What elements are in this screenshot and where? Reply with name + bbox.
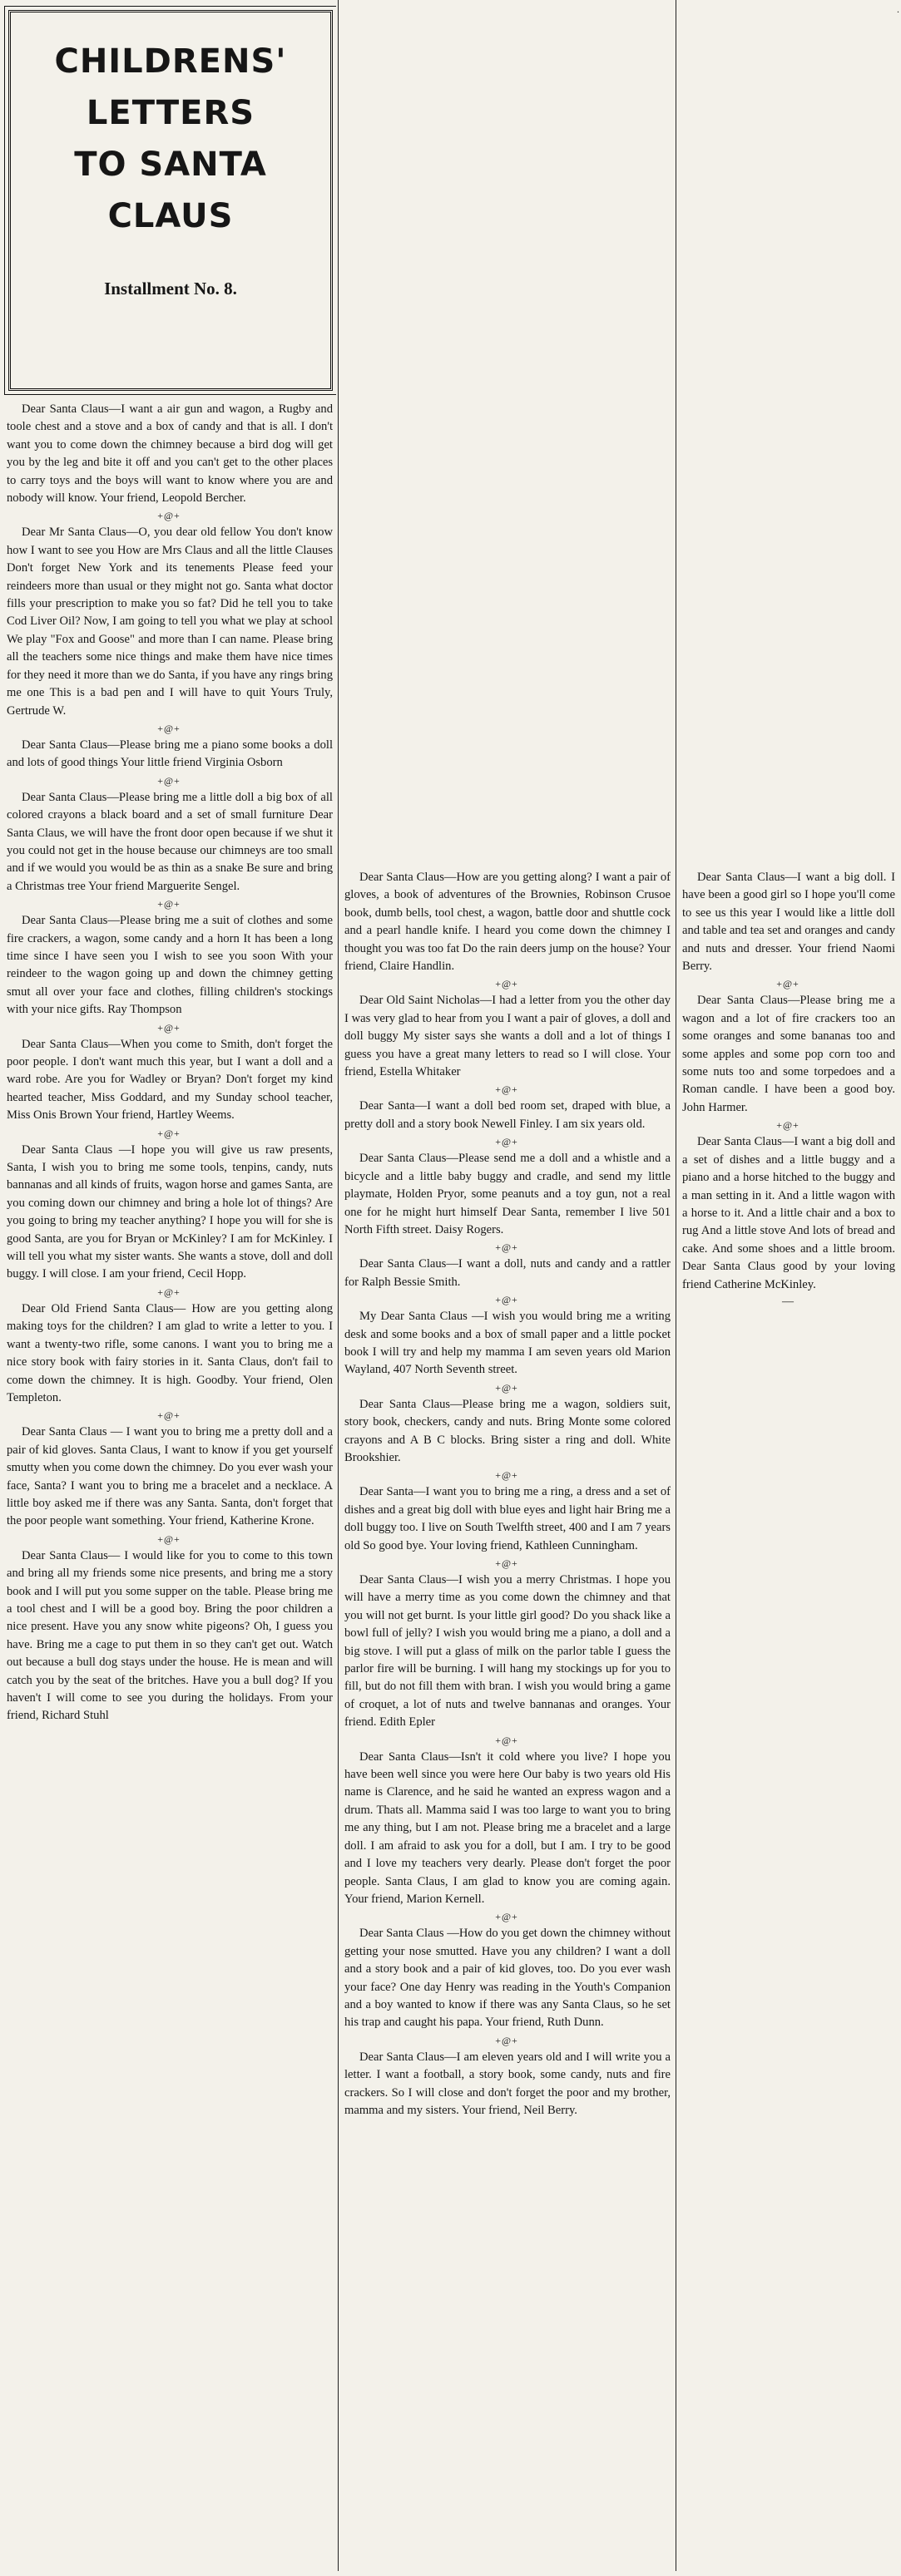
heading-box (8, 10, 333, 391)
letter-paragraph: Dear Santa Claus—I want a doll, nuts and candy and a rattler for Ralph Bessie Smith. (344, 1257, 671, 1289)
letter-separator: +@+ (495, 1557, 518, 1569)
letter-separator: +@+ (157, 1409, 181, 1422)
column-3-letters (677, 869, 899, 1294)
letter-separator: +@+ (157, 1021, 181, 1034)
letter-paragraph: Dear Santa Claus—I want a big doll and a set of dishes and a little buggy and a piano and a horse hitched to the buggy and a man setting in it. And a little wagon with a horse to it. And a little chair and a box to rug And a little stove And lots of bread and cake. And some shoes and a little broom. Dear Santa Claus good by your loving friend Catherine McKinley. (682, 1135, 895, 1291)
letter-separator: +@+ (495, 2034, 518, 2046)
letter-paragraph: Dear Santa Claus—Please bring me a piano some books a doll and lots of good things Your little friend Virginia Osborn (7, 738, 333, 770)
letter-paragraph: Dear Santa Claus —How do you get down the chimney without getting your nose smutted. Have you any children? I want a doll and a story book and a pair of kid gloves, too. Do you ever wash your face? One day Henry was reading in the Youth's Companion and a boy wanted to know if there was any Santa Claus, so he set his trap and caught his papa. Your friend, Ruth Dunn. (344, 1927, 671, 2030)
letter-separator: +@+ (157, 1127, 181, 1139)
letter-separator: +@+ (776, 978, 800, 990)
letter-separator: +@+ (495, 978, 518, 990)
end-mark: — (782, 1295, 794, 1308)
letter-paragraph: Dear Santa Claus —I hope you will give us raw presents, Santa, I wish you to bring me some tools, tenpins, candy, nuts bannanas and all kinds of fruits, wagon horse and games Santa, are you coming down our chimney and bring a hole lot of things? Are you going to bring my teacher anything? I hope you will for she is good Santa, are you for Bryan or McKinley? I am for McKinley. I will tell you what my sister wants. She wants a stove, doll and doll buggy. I will close. I am your friend, Cecil Hopp. (7, 1142, 333, 1281)
letter-paragraph: Dear Santa Claus—I want a air gun and wagon, a Rugby and toole chest and a stove and a box of candy and that is all. I don't want you to come down the chimney because a bird dog will get you by the leg and bite it off and you can't get to the other places to carry toys and the boys will want to know where you are and nobody will know. Your friend, Leopold Bercher. (7, 402, 333, 506)
letter-separator: +@+ (157, 1532, 181, 1545)
letter-paragraph: Dear Old Friend Santa Claus— How are you getting along making toys for the children? I am glad to write a letter to you. I want a twenty-two rifle, some canons. I want you to bring me a nice story book with fairy stories in it. Santa Claus, don't fail to come down the chimney. It is high. Goodby. Your friend, Olen Templeton. (7, 1301, 333, 1404)
letter-paragraph: Dear Mr Santa Claus—O, you dear old fellow You don't know how I want to see you How are Mrs Claus and all the little Clauses Don't forget New York and its tenements Please feed your reindeers more than usual or they might not go. Santa what doctor fills your prescription to make you so fat? Did he tell you to take Cod Liver Oil? Now, I am going to tell you what we play at school We play "Fox and Goose" and more than I can name. Please bring all the teachers some nice things and make them have nice times for they need it more than we do Santa, if you have any rings bring me one This is a bad pen and I will have to quit Yours Truly, Gertrude W. (7, 526, 333, 718)
letter-paragraph: Dear Santa Claus—Please bring me a wagon and a lot of fire crackers too an some oranges and some bananas too and some apples and some pop corn too and some nuts too and some torpedoes and a Roman candle. I have been a good boy. John Harmer. (682, 994, 895, 1114)
letter-separator: +@+ (157, 1286, 181, 1298)
letter-separator: +@+ (495, 1469, 518, 1482)
heading-line-1: CHILDRENS' (54, 42, 287, 81)
letter-separator: +@+ (495, 1136, 518, 1148)
letter-separator: +@+ (495, 1911, 518, 1923)
letter-separator: +@+ (495, 1381, 518, 1394)
letter-paragraph: Dear Santa Claus—I wish you a merry Christmas. I hope you will have a merry time as you come down the chimney and that you will not get burnt. Is your little girl good? Do you shack like a bowl full of jelly? I wish you would bring me a piano, a doll and a big stove. I will put a glass of milk on the parlor table I guess the parlor fire will be burning. I will hang my stockings up for you to fill, but do not fill them with bran. I wish you would bring a game of croquet, a lot of nuts and twelve bannanas and oranges. Your friend. Edith Epler (344, 1573, 671, 1730)
letter-separator: +@+ (157, 774, 181, 787)
letter-paragraph: Dear Santa Claus—When you come to Smith, don't forget the poor people. I don't want much this year, but I want a doll and a ward robe. Are you for Wadley or Bryan? Don't forget my kind hearted teacher, Miss Goddard, and my Sunday school teacher, Miss Onis Brown Your friend, Hartley Weems. (7, 1037, 333, 1123)
letter-paragraph: Dear Santa Claus—Please bring me a suit of clothes and some fire crackers, a wagon, some candy and a horn It has been a long time since I have seen you I wish to see you soon With your reindeer to the wagon going up and down the chimney getting smut all over your face and clothes, filling children's stockings with your nice gifts. Ray Thompson (7, 914, 333, 1017)
column-3 (677, 869, 899, 1310)
column-2-letters (339, 869, 674, 2120)
column-rule (338, 0, 339, 2571)
installment-label: Installment No. 8. (104, 279, 237, 299)
letter-paragraph: Dear Santa Claus—Please bring me a little doll a big box of all colored crayons a black board and a set of small furniture Dear Santa Claus, we will have the front door open because if we shut it you could not get in the house because our chimneys are too small and if we would you would be as thin as a snake Be sure and bring a Christmas tree Your friend Marguerite Sengel. (7, 790, 333, 893)
page-mark: . (897, 3, 899, 15)
column-2 (339, 869, 674, 2120)
letter-separator: +@+ (495, 1734, 518, 1746)
column-1-letters (2, 401, 336, 1725)
letter-paragraph: Dear Santa Claus—Isn't it cold where you live? I hope you have been well since you were here Our baby is two years old His name is Clarence, and he said he wanted an express wagon and a drum. Thats all. Mamma said I was too large to want you to bring me any thing, but I am not. Please bring me a bracelet and a large doll. I am afraid to ask you for a doll, but I am. I try to be good and I love my teachers very dearly. Please don't forget the poor people. Santa Claus, I am glad to know you are coming again. Your friend, Marion Kernell. (344, 1749, 671, 1906)
letter-paragraph: Dear Santa Claus—I am eleven years old and I will write you a letter. I want a football, a story book, some candy, nuts and fire crackers. So I will close and don't forget the poor and my brother, mamma and my sisters. Your friend, Neil Berry. (344, 2050, 671, 2117)
heading-line-3: TO SANTA CLAUS (74, 146, 267, 235)
column-1 (2, 0, 336, 1725)
letter-separator: +@+ (495, 1241, 518, 1254)
letter-separator: +@+ (157, 898, 181, 910)
letter-paragraph: Dear Santa Claus—How are you getting along? I want a pair of gloves, a book of adventures of the Brownies, Robinson Crusoe book, dumb bells, tool chest, a wagon, battle door and shuttle cock and a pearl handle knife. I heard you come down the chimney I thought you was too fat Do the rain deers jump on the house? Your friend, Claire Handlin. (344, 871, 671, 974)
letter-paragraph: Dear Santa Claus—Please send me a doll and a whistle and a bicycle and a little baby buggy and cradle, and send my little playmate, Holden Pryor, some peanuts and a toy gun, not a real one for he might hurt himself Dear Santa, remember I live 501 North Fifth street. Daisy Rogers. (344, 1152, 671, 1236)
letter-paragraph: Dear Santa Claus— I would like for you to come to this town and bring all my friends some nice presents, and bring me a story book and I will put you some supper on the table. Please bring me a tool chest and I will be a good boy. Bring the poor children a nice present. Have you any snow white pigeons? Oh, I guess you have. Bring me a cage to put them in so they can't get out. Watch out because a bull dog stays under the house. He is mean and will catch you by the seat of the britches. Have you a bull dog? If you haven't I will come to see you during the holidays. From your friend, Richard Stuhl (7, 1548, 333, 1723)
letter-separator: +@+ (776, 1119, 800, 1132)
letter-paragraph: Dear Santa Claus—Please bring me a wagon, soldiers suit, story book, checkers, candy and nuts. Bring Monte some colored crayons and A B C blocks. Bring sister a ring and doll. White Brookshier. (344, 1397, 671, 1464)
letter-separator: +@+ (495, 1083, 518, 1096)
letter-paragraph: Dear Old Saint Nicholas—I had a letter from you the other day I was very glad to hear from you I want a pair of gloves, a doll and doll buggy My sister says she wants a doll and a lot of things I guess you have a great many letters to read so I will close. Your friend, Estella Whitaker (344, 994, 671, 1079)
letter-paragraph: My Dear Santa Claus —I wish you would bring me a writing desk and some books and a box of small paper and a little pocket book I will try and help my mamma I am seven years old Marion Wayland, 407 North Seventh street. (344, 1310, 671, 1377)
letter-paragraph: Dear Santa—I want a doll bed room set, draped with blue, a pretty doll and a story book Newell Finley. I am six years old. (344, 1099, 671, 1131)
letter-separator: +@+ (157, 722, 181, 734)
heading-line-2: LETTERS (86, 94, 255, 132)
letter-paragraph: Dear Santa Claus — I want you to bring me a pretty doll and a pair of kid gloves. Santa Claus, I want to know if you get yourself smutty when you come down the chimney. Do you ever wash your face, Santa? I want you to bring me a bracelet and a necklace. A little boy asked me if there was any Santa. Santa, don't forget that the poor people want something. Your friend, Katherine Krone. (7, 1425, 333, 1528)
letter-separator: +@+ (495, 1294, 518, 1306)
letter-paragraph: Dear Santa—I want you to bring me a ring, a dress and a set of dishes and a great big doll with blue eyes and light hair Bring me a doll buggy too. I live on South Twelfth street, 400 and I am 7 years old So good bye. Your loving friend, Kathleen Cunningham. (344, 1485, 671, 1552)
letter-separator: +@+ (157, 510, 181, 522)
letter-paragraph: Dear Santa Claus—I want a big doll. I have been a good girl so I hope you'll come to see us this year I would like a little doll and table and tea set and oranges and candy and nuts and dresser. Your friend Naomi Berry. (682, 871, 895, 974)
